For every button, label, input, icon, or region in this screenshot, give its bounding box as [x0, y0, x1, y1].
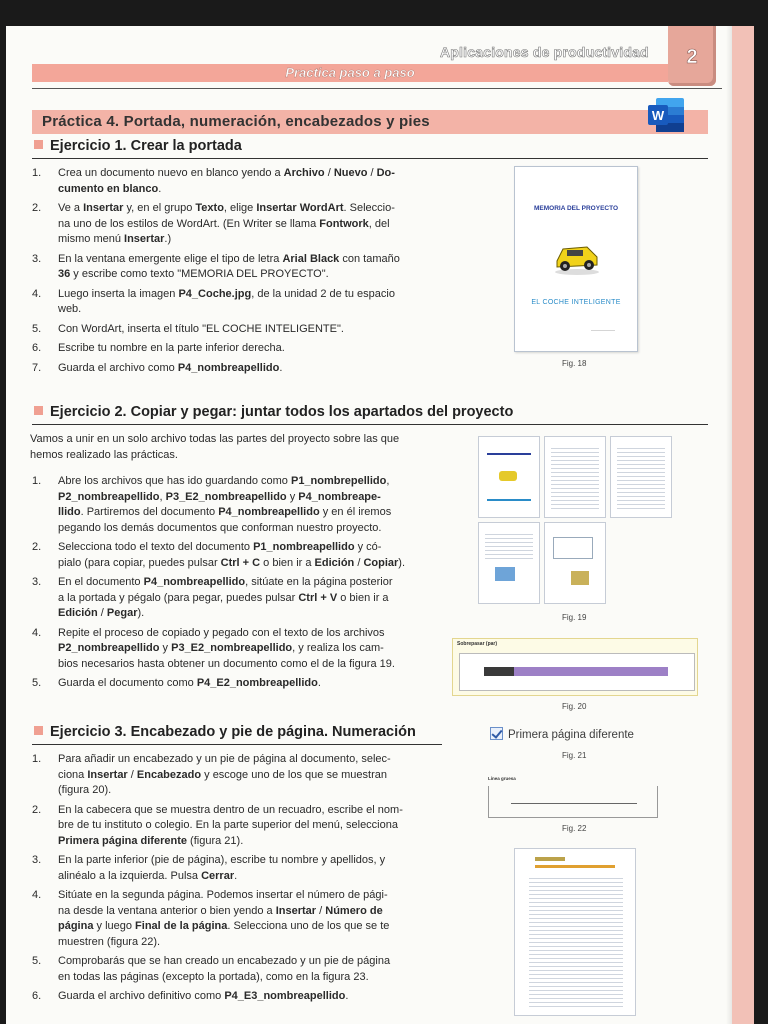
page-thumbnail-text: [610, 436, 672, 518]
exercise2-rule: [32, 424, 708, 425]
figure-22-page-number-style: [488, 776, 658, 818]
step-number: 4.: [32, 626, 42, 639]
step-number: 3.: [32, 576, 42, 588]
step-number: 5.: [32, 322, 42, 335]
exercise3-step: [32, 803, 442, 850]
book-title: Aplicaciones de productividad: [440, 44, 649, 60]
page-thumbnail-images: [478, 522, 540, 604]
exercise2-step: [32, 540, 442, 571]
header-style-label: Sobrepasar (par): [457, 641, 498, 647]
textbook-page: [6, 26, 754, 1024]
page-number-line: [511, 803, 637, 804]
step-text: En la parte inferior (pie de página), escribe tu nombre y apellidos, y alinéalo a la izquierda. Pulsa Cerrar.: [58, 854, 386, 882]
exercise2-step: [32, 575, 442, 622]
page-edge-strip: [732, 26, 754, 1024]
step-number: 1.: [32, 475, 42, 487]
step-number: 5.: [32, 677, 42, 689]
page-thumbnail-images: [544, 522, 606, 604]
section-banner: [32, 64, 668, 82]
step-number: 2.: [32, 202, 42, 214]
cover-subtitle: EL COCHE INTELIGENTE: [531, 299, 621, 306]
exercise3-rule: [32, 744, 442, 745]
heading-bullet: [34, 406, 43, 415]
word-icon-letter: W: [651, 108, 665, 123]
cover-title: MEMORIA DEL PROYECTO: [533, 205, 619, 212]
practice-title-bar: [32, 110, 708, 134]
exercise1-heading: [34, 138, 242, 154]
exercise3-title: Ejercicio 3. Encabezado y pie de página. Numeración: [50, 724, 416, 740]
chapter-number: 2: [686, 46, 698, 68]
step-text: Sitúate en la segunda página. Podemos insertar el número de pági- na desde la ventana anterior o bien yendo a Insertar / Número de página y luego Final de la página. Selecciona uno de los que se te muestren (figura 22).: [58, 889, 390, 948]
step-text: Repite el proceso de copiado y pegado con el texto de los archivos P2_nombreapellido y P3_E2_nombreapellido, y realiza los cam- bios necesarios hasta obtener un documento como el de la figura 19.: [58, 626, 395, 670]
figure-19-label: Fig. 19: [562, 613, 587, 622]
chapter-tab: [668, 26, 716, 86]
exercise1-step: [32, 322, 452, 338]
exercise2-title: Ejercicio 2. Copiar y pegar: juntar todos los apartados del proyecto: [50, 404, 514, 420]
step-text: Guarda el documento como P4_E2_nombreapellido.: [58, 677, 321, 689]
exercise2-heading: [34, 404, 513, 420]
figure-21-label: Fig. 21: [562, 751, 587, 760]
car-icon: [551, 239, 603, 277]
step-number: 1.: [32, 753, 42, 765]
exercise3-step: [32, 989, 442, 1005]
step-text: En la cabecera que se muestra dentro de un recuadro, escribe el nom- bre de tu instituto o colegio. En la parte superior del menú, selecciona Primera página diferente (figura 21).: [58, 803, 403, 847]
exercise2-steps: [32, 474, 442, 696]
step-text: Ve a Insertar y, en el grupo Texto, elige Insertar WordArt. Seleccio- na uno de los estilos de WordArt. (En Writer se llama Fontwork, del mismo menú Insertar.): [58, 202, 395, 245]
exercise3-step: [32, 888, 442, 950]
page-number-style-label: Línea gruesa: [488, 776, 516, 781]
checkbox-checked-icon[interactable]: [490, 727, 503, 740]
page-thumbnail-text: [544, 436, 606, 518]
header-style-date: [484, 667, 514, 676]
figure-20-label: Fig. 20: [562, 702, 587, 711]
exercise1-title: Ejercicio 1. Crear la portada: [50, 138, 242, 154]
heading-bullet: [34, 726, 43, 735]
figure-19-pages: [478, 436, 674, 606]
figure-23-page-preview: [514, 848, 636, 1016]
exercise3-step: [32, 853, 442, 884]
step-text: Abre los archivos que has ido guardando como P1_nombrepellido, P2_nombreapellido, P3_E2_nombreapellido y P4_nombreape- llido. Partiremos del documento P4_nombreapellido y en él iremos pegando los demás documentos que conforman nuestro proyecto.: [58, 475, 392, 534]
exercise1-step: [32, 201, 452, 248]
step-number: 3.: [32, 854, 42, 866]
exercise3-steps: [32, 752, 442, 1009]
exercise1-steps: [32, 166, 452, 380]
figure-21-checkbox[interactable]: [490, 727, 634, 741]
step-text: Comprobarás que se han creado un encabezado y un pie de página en todas las páginas (excepto la portada), como en la figura 23.: [58, 955, 391, 983]
practice-title: Práctica 4. Portada, numeración, encabezados y pies: [42, 113, 430, 130]
step-text: Selecciona todo el texto del documento P1_nombreapellido y có- pialo (para copiar, puedes pulsar Ctrl + C o bien ir a Edición / Copiar).: [58, 541, 406, 569]
header-style-preview[interactable]: [459, 653, 695, 691]
section-banner-text: Practica paso a paso: [285, 65, 415, 80]
step-text: Con WordArt, inserta el título "EL COCHE INTELIGENTE".: [58, 322, 344, 335]
page-thumbnail-cover: [478, 436, 540, 518]
word-icon: [646, 94, 686, 134]
step-number: 7.: [32, 361, 42, 374]
figure-22-label: Fig. 22: [562, 824, 587, 833]
step-number: 6.: [32, 990, 42, 1002]
exercise3-heading: [34, 724, 416, 740]
figure-20-header-gallery: [452, 638, 698, 696]
step-number: 3.: [32, 252, 42, 265]
exercise1-step: [32, 252, 452, 283]
checkbox-label: Primera página diferente: [508, 729, 634, 741]
heading-bullet: [34, 140, 43, 149]
exercise1-step: [32, 166, 452, 197]
exercise2-intro: Vamos a unir en un solo archivo todas las partes del proyecto sobre las que hemos realizado las prácticas.: [30, 433, 400, 461]
step-text: Luego inserta la imagen P4_Coche.jpg, de la unidad 2 de tu espacio web.: [58, 287, 395, 315]
step-text: En la ventana emergente elige el tipo de letra Arial Black con tamaño 36 y escribe como texto "MEMORIA DEL PROYECTO".: [58, 252, 400, 280]
step-number: 2.: [32, 541, 42, 553]
exercise2-step: [32, 626, 442, 673]
step-text: En el documento P4_nombreapellido, sitúate en la página posterior a la portada y pégalo (para pegar, puedes pulsar Ctrl + V o bien ir a Edición / Pegar).: [58, 576, 393, 619]
step-text: Guarda el archivo definitivo como P4_E3_nombreapellido.: [58, 990, 349, 1002]
figure-18-label: Fig. 18: [562, 359, 587, 368]
exercise2-step: [32, 474, 442, 536]
step-number: 6.: [32, 342, 42, 354]
exercise1-step: [32, 361, 452, 377]
exercise1-step: [32, 287, 452, 318]
exercise3-step: [32, 954, 442, 985]
cover-author-line: ——————: [591, 327, 615, 332]
step-text: Escribe tu nombre en la parte inferior derecha.: [58, 342, 285, 354]
step-text: Guarda el archivo como P4_nombreapellido.: [58, 361, 283, 374]
exercise3-step: [32, 752, 442, 799]
figure-18-cover: [514, 166, 638, 352]
step-text: Crea un documento nuevo en blanco yendo a Archivo / Nuevo / Do- cumento en blanco.: [58, 167, 395, 195]
step-number: 2.: [32, 803, 42, 816]
step-number: 4.: [32, 287, 42, 300]
step-text: Para añadir un encabezado y un pie de página al documento, selec- ciona Insertar / Encabezado y escoge uno de los que se muestran (figura 20).: [58, 753, 391, 796]
page-number-style-preview[interactable]: [488, 786, 658, 818]
step-number: 4.: [32, 889, 42, 901]
exercise2-step: [32, 676, 442, 692]
exercise1-step: [32, 341, 452, 357]
header-divider: [32, 88, 722, 89]
exercise1-rule: [32, 158, 708, 159]
step-number: 1.: [32, 167, 42, 179]
step-number: 5.: [32, 955, 42, 967]
